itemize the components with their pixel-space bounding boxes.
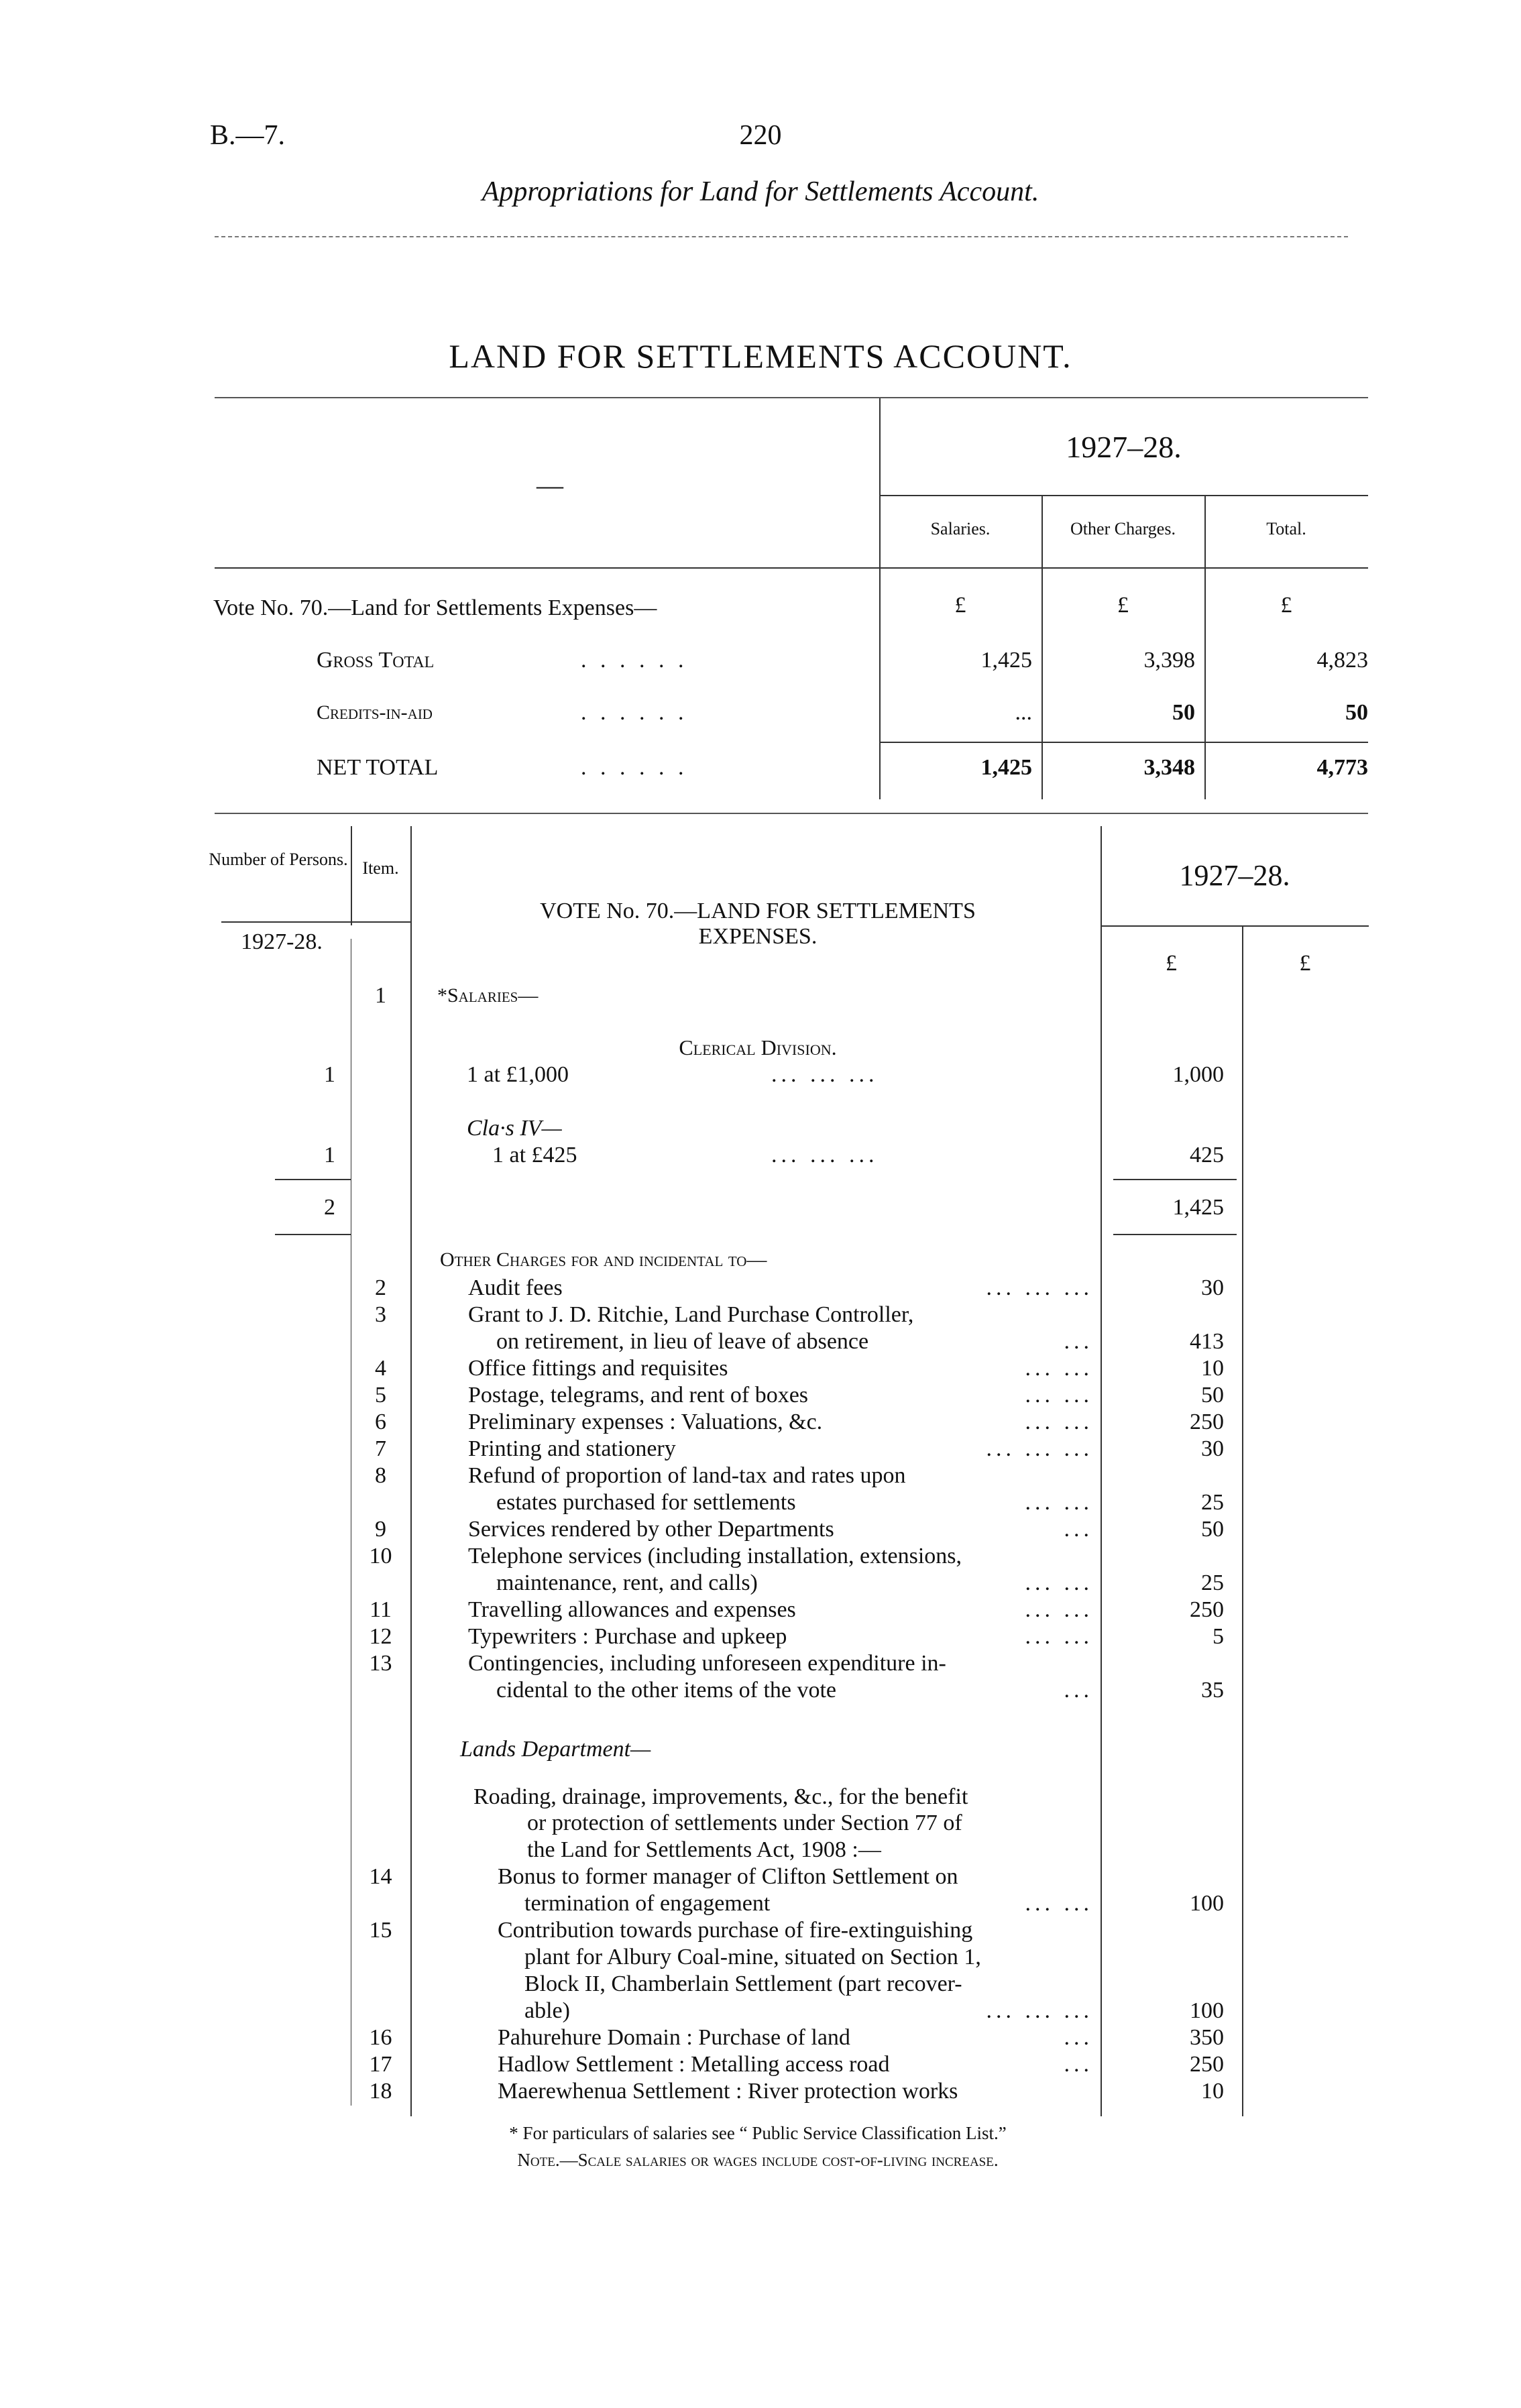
other-charge-row-item-number: 6 xyxy=(375,1410,386,1434)
lands-department-heading: Lands Department— xyxy=(460,1737,651,1762)
lands-row-leader: ... xyxy=(1064,2025,1093,2050)
net-total-total: 4,773 xyxy=(1316,755,1368,780)
gross-total-other: 3,398 xyxy=(1143,648,1195,673)
persons-year: 1927-28. xyxy=(241,929,323,954)
summary-stub: — xyxy=(537,470,563,500)
other-charge-row-description: cidental to the other items of the vote xyxy=(496,1678,837,1703)
lands-row-item-number: 17 xyxy=(369,2052,392,2077)
other-charge-row-amount: 10 xyxy=(1201,1356,1224,1381)
lands-row-description: plant for Albury Coal-mine, situated on Section 1, xyxy=(524,1945,981,1969)
other-charge-row-amount: 5 xyxy=(1213,1624,1224,1649)
col-other-charges: Other Charges. xyxy=(1070,519,1176,538)
other-charge-row-item-number: 5 xyxy=(375,1383,386,1408)
other-charge-row-item-number: 7 xyxy=(375,1436,386,1461)
salary-row-1-persons: 1 xyxy=(324,1062,335,1087)
salary-row-2-persons: 1 xyxy=(324,1143,335,1167)
other-charge-row-leader: ... ... xyxy=(1025,1597,1093,1622)
other-charge-row-item-number: 10 xyxy=(369,1544,392,1568)
salary-row-2-amount: 425 xyxy=(1190,1143,1224,1167)
net-total-label: NET TOTAL xyxy=(317,755,439,780)
credits-in-aid-leader: . . . . . . xyxy=(581,700,688,725)
other-charge-row-amount: 250 xyxy=(1190,1410,1224,1434)
other-charge-row-description: Telephone services (including installation, extensions, xyxy=(468,1544,962,1568)
salary-total-persons: 2 xyxy=(324,1195,335,1220)
other-charge-row-leader: ... xyxy=(1064,1329,1093,1354)
other-charge-row-leader: ... ... xyxy=(1025,1570,1093,1595)
other-charge-row-description: Refund of proportion of land-tax and rates upon xyxy=(468,1463,906,1488)
gross-total-label: Gross Total xyxy=(317,648,435,673)
lands-row-amount: 250 xyxy=(1190,2052,1224,2077)
salaries-heading: *Salaries— xyxy=(437,984,539,1007)
vote-title-line-2: EXPENSES. xyxy=(698,924,818,949)
other-charge-row-amount: 30 xyxy=(1201,1436,1224,1461)
other-charge-row-description: estates purchased for settlements xyxy=(496,1490,796,1515)
other-charge-row-leader: ... ... xyxy=(1025,1356,1093,1381)
other-charge-row-amount: 50 xyxy=(1201,1383,1224,1408)
summary-currency-salaries: £ xyxy=(954,593,966,618)
other-charges-heading: Other Charges for and incidental to— xyxy=(440,1249,767,1271)
summary-vrule-2 xyxy=(1041,495,1043,799)
lands-row-item-number: 18 xyxy=(369,2079,392,2104)
other-charge-row-amount: 35 xyxy=(1201,1678,1224,1703)
lands-row-amount: 100 xyxy=(1190,1891,1224,1916)
salary-row-2-text: 1 at £425 xyxy=(492,1143,577,1167)
lands-row-description: Block II, Chamberlain Settlement (part recover- xyxy=(524,1971,962,1996)
gross-total-salaries: 1,425 xyxy=(980,648,1032,673)
lands-row-description: termination of engagement xyxy=(524,1891,771,1916)
other-charge-row-leader: ... ... xyxy=(1025,1410,1093,1434)
other-charge-row-description: Preliminary expenses : Valuations, &c. xyxy=(468,1410,823,1434)
salaries-item-number: 1 xyxy=(375,983,386,1008)
header-rule xyxy=(215,236,1348,237)
other-charge-row-description: Grant to J. D. Ritchie, Land Purchase Controller, xyxy=(468,1302,914,1327)
credits-in-aid-label: Credits-in-aid xyxy=(317,701,433,724)
salary-row-1-leader: ... ... ... xyxy=(771,1062,879,1087)
salary-row-2-leader: ... ... ... xyxy=(771,1143,879,1167)
other-charge-row-description: Postage, telegrams, and rent of boxes xyxy=(468,1383,809,1408)
salaries-footnote: * For particulars of salaries see “ Public Service Classification List.” xyxy=(509,2123,1007,2143)
other-charge-row-item-number: 13 xyxy=(369,1651,392,1676)
credits-in-aid-salaries: ... xyxy=(1015,700,1032,725)
lands-row-leader: ... ... ... xyxy=(986,1998,1093,2023)
other-charge-row-item-number: 9 xyxy=(375,1517,386,1542)
summary-head-rule xyxy=(215,567,1368,569)
roading-line-2: or protection of settlements under Section 77 of xyxy=(527,1811,962,1835)
gross-total-total: 4,823 xyxy=(1316,648,1368,673)
page-subtitle: Appropriations for Land for Settlements Account. xyxy=(482,176,1039,207)
salary-total-rule xyxy=(1113,1234,1237,1235)
other-charge-row-description: Printing and stationery xyxy=(468,1436,676,1461)
other-charge-row-amount: 50 xyxy=(1201,1517,1224,1542)
lands-row-amount: 10 xyxy=(1201,2079,1224,2104)
class-iv-label: Cla·s IV— xyxy=(467,1116,562,1141)
salary-row-1-amount: 1,000 xyxy=(1172,1062,1224,1087)
net-total-other: 3,348 xyxy=(1143,755,1195,780)
other-charge-row-leader: ... ... ... xyxy=(986,1275,1093,1300)
lands-row-leader: ... xyxy=(1064,2052,1093,2077)
other-charge-row-leader: ... ... xyxy=(1025,1624,1093,1649)
persons-total-rule xyxy=(275,1234,351,1235)
lands-row-description: Contribution towards purchase of fire-extinguishing xyxy=(498,1918,973,1943)
lands-row-item-number: 15 xyxy=(369,1918,392,1943)
net-total-leader: . . . . . . xyxy=(581,755,688,780)
other-charge-row-description: Audit fees xyxy=(468,1275,563,1300)
vote-title-line-1: VOTE No. 70.—LAND FOR SETTLEMENTS xyxy=(540,899,976,923)
other-charge-row-description: maintenance, rent, and calls) xyxy=(496,1570,758,1595)
salary-total-amount: 1,425 xyxy=(1172,1195,1224,1220)
col-number-of-persons: Number of Persons. xyxy=(209,850,348,869)
summary-bottom-rule xyxy=(215,813,1368,814)
other-charge-row-item-number: 4 xyxy=(375,1356,386,1381)
lands-row-item-number: 14 xyxy=(369,1864,392,1889)
col-item: Item. xyxy=(362,858,399,878)
other-charge-row-description: on retirement, in lieu of leave of absence xyxy=(496,1329,869,1354)
other-charge-row-leader: ... ... xyxy=(1025,1490,1093,1515)
lands-row-amount: 100 xyxy=(1190,1998,1224,2023)
page-number: 220 xyxy=(739,120,782,151)
detail-currency-2: £ xyxy=(1299,951,1311,976)
persons-subtotal-rule xyxy=(275,1179,351,1180)
persons-head-rule xyxy=(221,921,410,923)
summary-year: 1927–28. xyxy=(1066,430,1182,464)
detail-currency-1: £ xyxy=(1166,951,1177,976)
lands-row-description: Pahurehure Domain : Purchase of land xyxy=(498,2025,850,2050)
other-charge-row-description: Office fittings and requisites xyxy=(468,1356,728,1381)
other-charge-row-description: Services rendered by other Departments xyxy=(468,1517,834,1542)
cost-of-living-note: Note.—Scale salaries or wages include cost-of-living increase. xyxy=(517,2150,999,2170)
detail-vrule-item xyxy=(410,826,412,2116)
col-total: Total. xyxy=(1266,519,1306,538)
other-charge-row-leader: ... xyxy=(1064,1517,1093,1542)
lands-row-item-number: 16 xyxy=(369,2025,392,2050)
lands-row-leader: ... ... xyxy=(1025,1891,1093,1916)
summary-currency-total: £ xyxy=(1280,593,1292,618)
lands-row-description: Hadlow Settlement : Metalling access road xyxy=(498,2052,890,2077)
other-charge-row-description: Travelling allowances and expenses xyxy=(468,1597,796,1622)
other-charge-row-amount: 30 xyxy=(1201,1275,1224,1300)
detail-vrule-amount-2 xyxy=(1242,925,1243,2116)
other-charge-row-leader: ... ... ... xyxy=(986,1436,1093,1461)
other-charge-row-leader: ... xyxy=(1064,1678,1093,1703)
lands-row-description: able) xyxy=(524,1998,570,2023)
detail-year: 1927–28. xyxy=(1179,859,1290,892)
summary-vrule-3 xyxy=(1204,495,1206,799)
roading-line-3: the Land for Settlements Act, 1908 :— xyxy=(527,1837,881,1862)
clerical-division-heading: Clerical Division. xyxy=(679,1035,837,1059)
salary-row-1-text: 1 at £1,000 xyxy=(467,1062,569,1087)
other-charge-row-item-number: 11 xyxy=(370,1597,392,1622)
summary-currency-other: £ xyxy=(1117,593,1129,618)
year-under-rule xyxy=(879,495,1368,496)
gross-total-leader: . . . . . . xyxy=(581,648,688,673)
lands-row-description: Maerewhenua Settlement : River protection works xyxy=(498,2079,958,2104)
summary-vote-label: Vote No. 70.—Land for Settlements Expenses— xyxy=(213,595,657,620)
other-charge-row-description: Typewriters : Purchase and upkeep xyxy=(468,1624,787,1649)
document-code: B.—7. xyxy=(210,120,286,151)
other-charge-row-item-number: 2 xyxy=(375,1275,386,1300)
roading-line-1: Roading, drainage, improvements, &c., for the benefit xyxy=(473,1784,968,1809)
net-total-salaries: 1,425 xyxy=(980,755,1032,780)
other-charge-row-description: Contingencies, including unforeseen expenditure in- xyxy=(468,1651,946,1676)
lands-row-description: Bonus to former manager of Clifton Settlement on xyxy=(498,1864,958,1889)
col-salaries: Salaries. xyxy=(930,519,991,538)
credits-in-aid-total: 50 xyxy=(1345,700,1368,725)
other-charge-row-amount: 413 xyxy=(1190,1329,1224,1354)
detail-vrule-amount xyxy=(1101,826,1102,2116)
account-title: LAND FOR SETTLEMENTS ACCOUNT. xyxy=(449,337,1072,375)
lands-row-amount: 350 xyxy=(1190,2025,1224,2050)
other-charge-row-item-number: 8 xyxy=(375,1463,386,1488)
credits-in-aid-other: 50 xyxy=(1172,700,1195,725)
other-charge-row-amount: 25 xyxy=(1201,1570,1224,1595)
net-total-rule xyxy=(879,742,1368,743)
salary-subtotal-rule xyxy=(1113,1179,1237,1180)
other-charge-row-item-number: 3 xyxy=(375,1302,386,1327)
other-charge-row-item-number: 12 xyxy=(369,1624,392,1649)
summary-top-rule xyxy=(215,397,1368,398)
other-charge-row-leader: ... ... xyxy=(1025,1383,1093,1408)
other-charge-row-amount: 25 xyxy=(1201,1490,1224,1515)
other-charge-row-amount: 250 xyxy=(1190,1597,1224,1622)
amount-head-rule xyxy=(1101,925,1369,927)
